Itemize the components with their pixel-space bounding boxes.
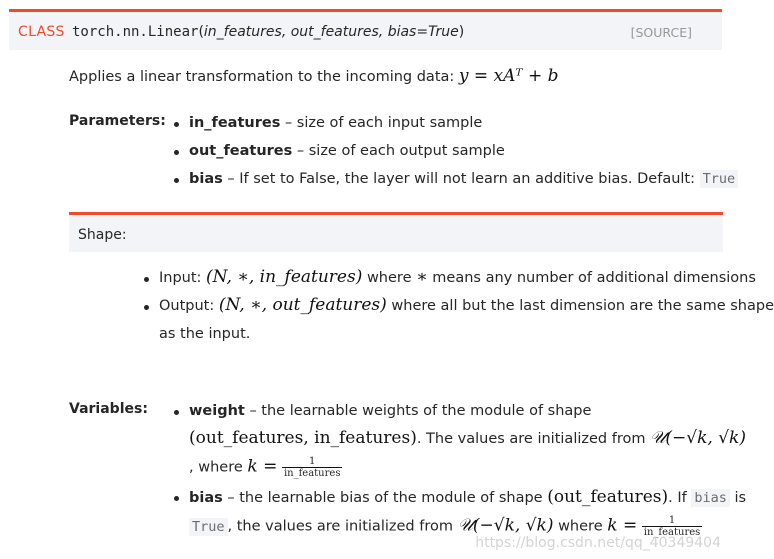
class-signature-band bbox=[9, 9, 722, 50]
param-in-features bbox=[189, 115, 482, 131]
bullet bbox=[174, 410, 179, 415]
bullet bbox=[144, 305, 149, 310]
true-code: True bbox=[189, 518, 228, 536]
open-paren: ( bbox=[198, 24, 204, 40]
bias-where-text: where bbox=[553, 518, 608, 535]
bullet bbox=[174, 178, 179, 183]
param-name: in_features bbox=[189, 115, 281, 131]
var-desc: – the learnable weights of the module of shape bbox=[244, 403, 592, 419]
shape-input-text: means any number of additional dimensions bbox=[427, 270, 756, 286]
var-weight bbox=[189, 403, 591, 419]
watermark: https://blog.csdn.net/qq_40349404 bbox=[475, 535, 721, 551]
weight-k-eq: k = bbox=[247, 456, 278, 477]
bias-if-text: . If bbox=[668, 490, 692, 506]
var-weight-line2 bbox=[189, 428, 746, 448]
bias-init-text: , the values are initialized from bbox=[227, 518, 458, 535]
weight-shape-math: (out_features, in_features) bbox=[189, 428, 417, 448]
shape-heading: Shape: bbox=[78, 227, 127, 243]
bias-shape-math: (out_features) bbox=[547, 487, 669, 507]
var-desc: – the learnable bias of the module of shape bbox=[222, 490, 548, 506]
class-keyword: CLASS bbox=[18, 24, 65, 40]
var-name: bias bbox=[189, 490, 223, 506]
source-link[interactable]: [SOURCE] bbox=[630, 25, 692, 40]
param-name: bias bbox=[189, 171, 223, 187]
variables-label: Variables: bbox=[69, 401, 148, 417]
shape-output-math: (N, ∗, out_features) bbox=[218, 295, 387, 315]
description-formula: y = xAᵀ + b bbox=[458, 66, 559, 86]
param-desc: – If set to False, the layer will not learn an additive bias. Default: bbox=[222, 171, 700, 187]
class-name: torch.nn.Linear bbox=[72, 24, 199, 40]
fraction-denominator: in_features bbox=[283, 468, 341, 479]
bullet bbox=[174, 122, 179, 127]
star-symbol: ∗ bbox=[416, 267, 428, 287]
description-text: Applies a linear transformation to the incoming data: bbox=[69, 69, 459, 85]
bullet bbox=[174, 150, 179, 155]
weight-init-text: . The values are initialized from bbox=[416, 431, 651, 447]
fraction-numerator: 1 bbox=[309, 456, 316, 467]
shape-input-math: (N, ∗, in_features) bbox=[206, 267, 363, 287]
bias-code: bias bbox=[691, 489, 730, 507]
bias-dist-math: 𝒰(−√k, √k) bbox=[457, 515, 554, 536]
shape-input-prefix: Input: bbox=[159, 270, 207, 286]
shape-output-line2: as the input. bbox=[159, 326, 251, 342]
param-out-features bbox=[189, 143, 505, 159]
class-args: in_features, out_features, bias=True bbox=[203, 24, 459, 40]
shape-output-text: where all but the last dimension are the same shape bbox=[386, 298, 774, 314]
shape-output-prefix: Output: bbox=[159, 298, 219, 314]
shape-input-where: where bbox=[362, 270, 417, 286]
shape-output bbox=[159, 295, 774, 315]
fraction-denominator: in_features bbox=[643, 527, 701, 538]
bullet bbox=[144, 277, 149, 282]
default-value-code: True bbox=[700, 170, 739, 188]
bias-is-text: is bbox=[729, 490, 747, 506]
param-name: out_features bbox=[189, 143, 293, 159]
var-weight-line3 bbox=[189, 456, 342, 479]
fraction-numerator: 1 bbox=[668, 515, 676, 526]
param-desc: – size of each output sample bbox=[292, 143, 505, 159]
description bbox=[69, 66, 558, 86]
weight-where-text: , where bbox=[189, 459, 248, 476]
var-name: weight bbox=[189, 403, 245, 419]
bullet bbox=[174, 496, 179, 501]
bias-k-eq: k = bbox=[607, 515, 638, 536]
close-paren: ) bbox=[458, 24, 465, 40]
parameters-label: Parameters: bbox=[69, 113, 166, 129]
class-signature bbox=[72, 24, 464, 40]
param-desc: – size of each input sample bbox=[280, 115, 483, 131]
weight-dist-math: 𝒰(−√k, √k) bbox=[650, 428, 746, 448]
param-bias bbox=[189, 171, 738, 187]
var-bias bbox=[189, 487, 746, 507]
shape-section-header bbox=[69, 212, 723, 252]
weight-fraction bbox=[282, 456, 343, 479]
shape-input bbox=[159, 267, 756, 287]
